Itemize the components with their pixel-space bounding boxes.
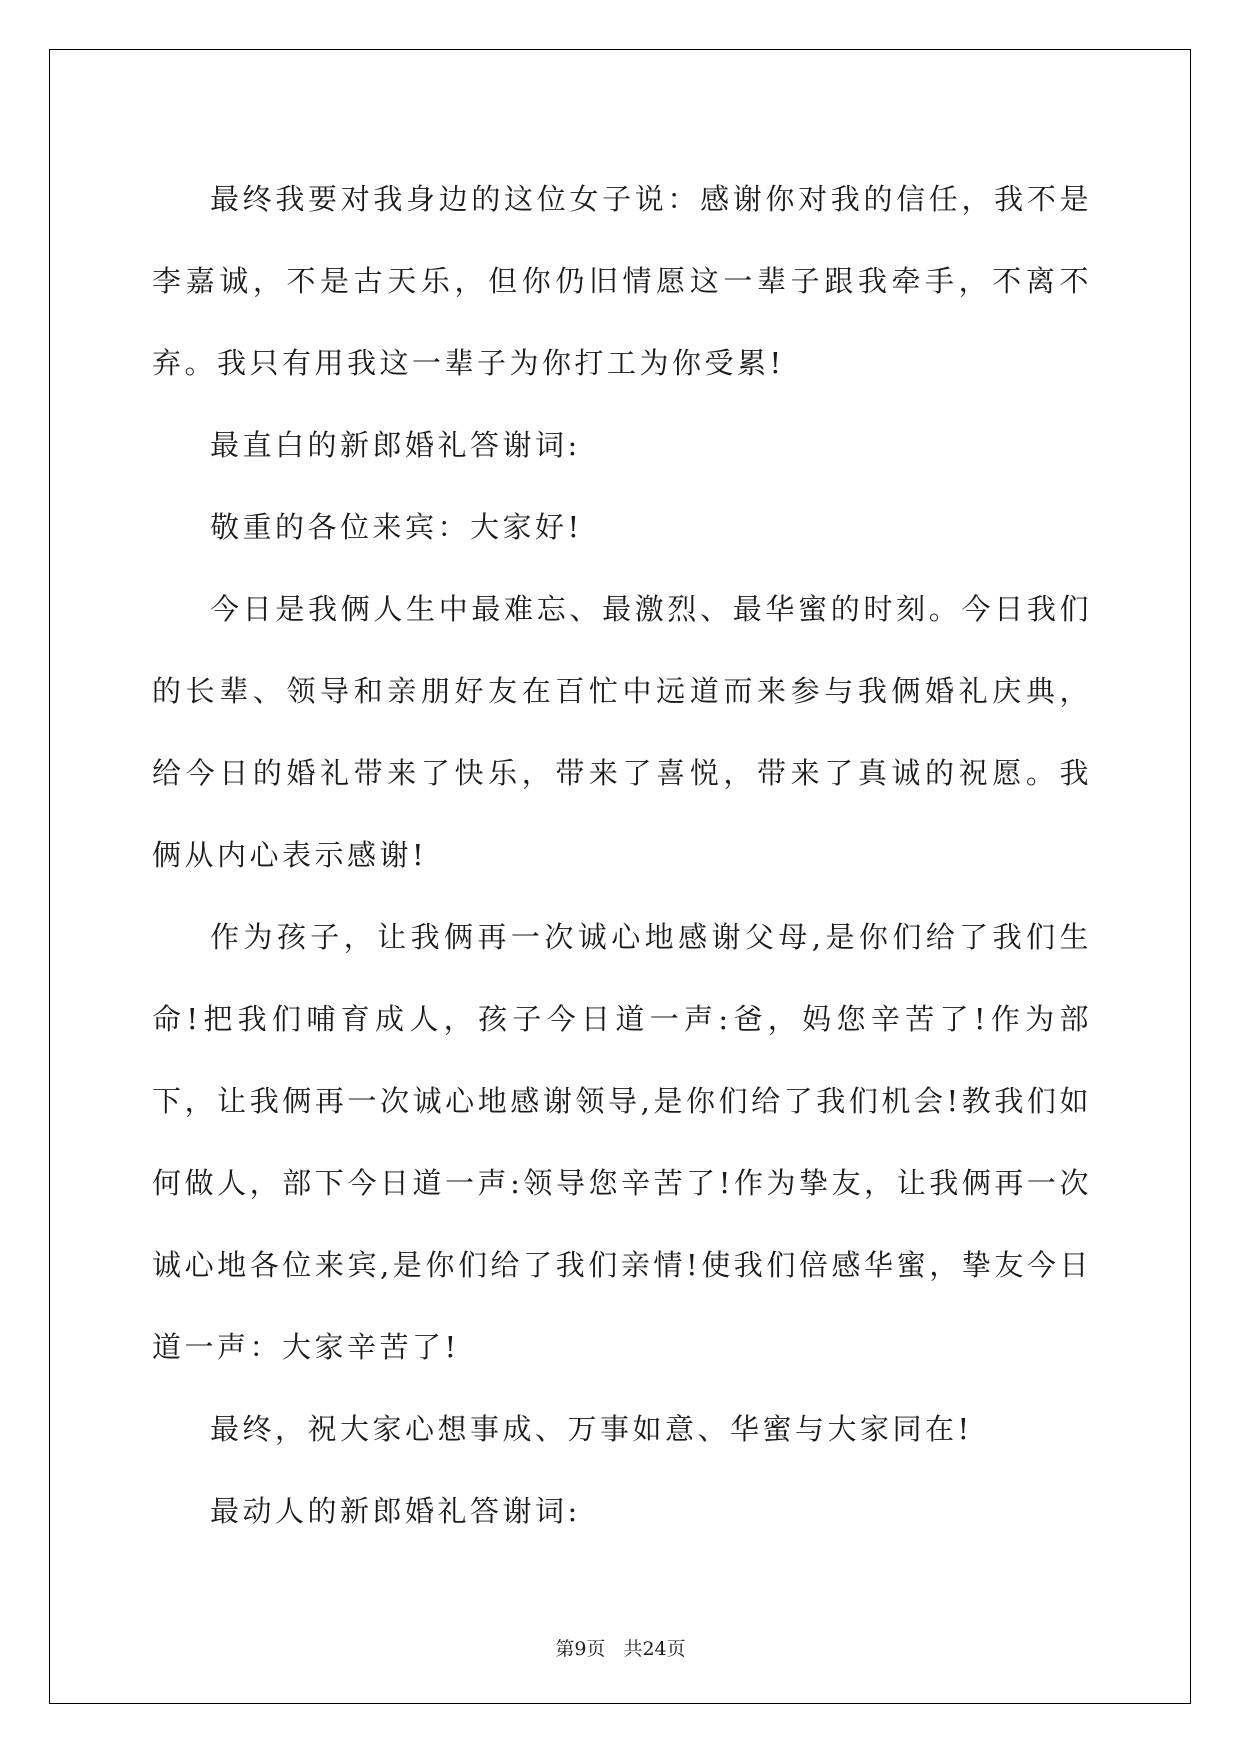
paragraph: 作为孩子，让我俩再一次诚心地感谢父母,是你们给了我们生命!把我们哺育成人，孩子今日道一声:爸，妈您辛苦了!作为部下，让我俩再一次诚心地感谢领导,是你们给了我们机会!教我们如何做人，部下今日道一声:领导您辛苦了!作为挚友，让我俩再一次诚心地各位来宾,是你们给了我们亲情!使我们倍感华蜜，挚友今日道一声：大家辛苦了! [152, 920, 1092, 1364]
paragraph: 最动人的新郎婚礼答谢词: [210, 1494, 581, 1528]
document-body [152, 158, 1092, 1552]
paragraph: 今日是我俩人生中最难忘、最激烈、最华蜜的时刻。今日我们的长辈、领导和亲朋好友在百忙中远道而来参与我俩婚礼庆典，给今日的婚礼带来了快乐，带来了喜悦，带来了真诚的祝愿。我俩从内心表示感谢! [152, 592, 1092, 872]
paragraph: 最直白的新郎婚礼答谢词: [210, 428, 581, 462]
page-total: 共24页 [623, 1638, 686, 1660]
page-number: 第9页 [555, 1638, 606, 1660]
paragraph: 最终我要对我身边的这位女子说：感谢你对我的信任，我不是李嘉诚，不是古天乐，但你仍旧情愿这一辈子跟我牵手，不离不弃。我只有用我这一辈子为你打工为你受累! [152, 182, 1092, 380]
paragraph: 最终，祝大家心想事成、万事如意、华蜜与大家同在! [210, 1412, 973, 1446]
page-footer [0, 1634, 1241, 1661]
paragraph: 敬重的各位来宾：大家好! [210, 510, 583, 544]
